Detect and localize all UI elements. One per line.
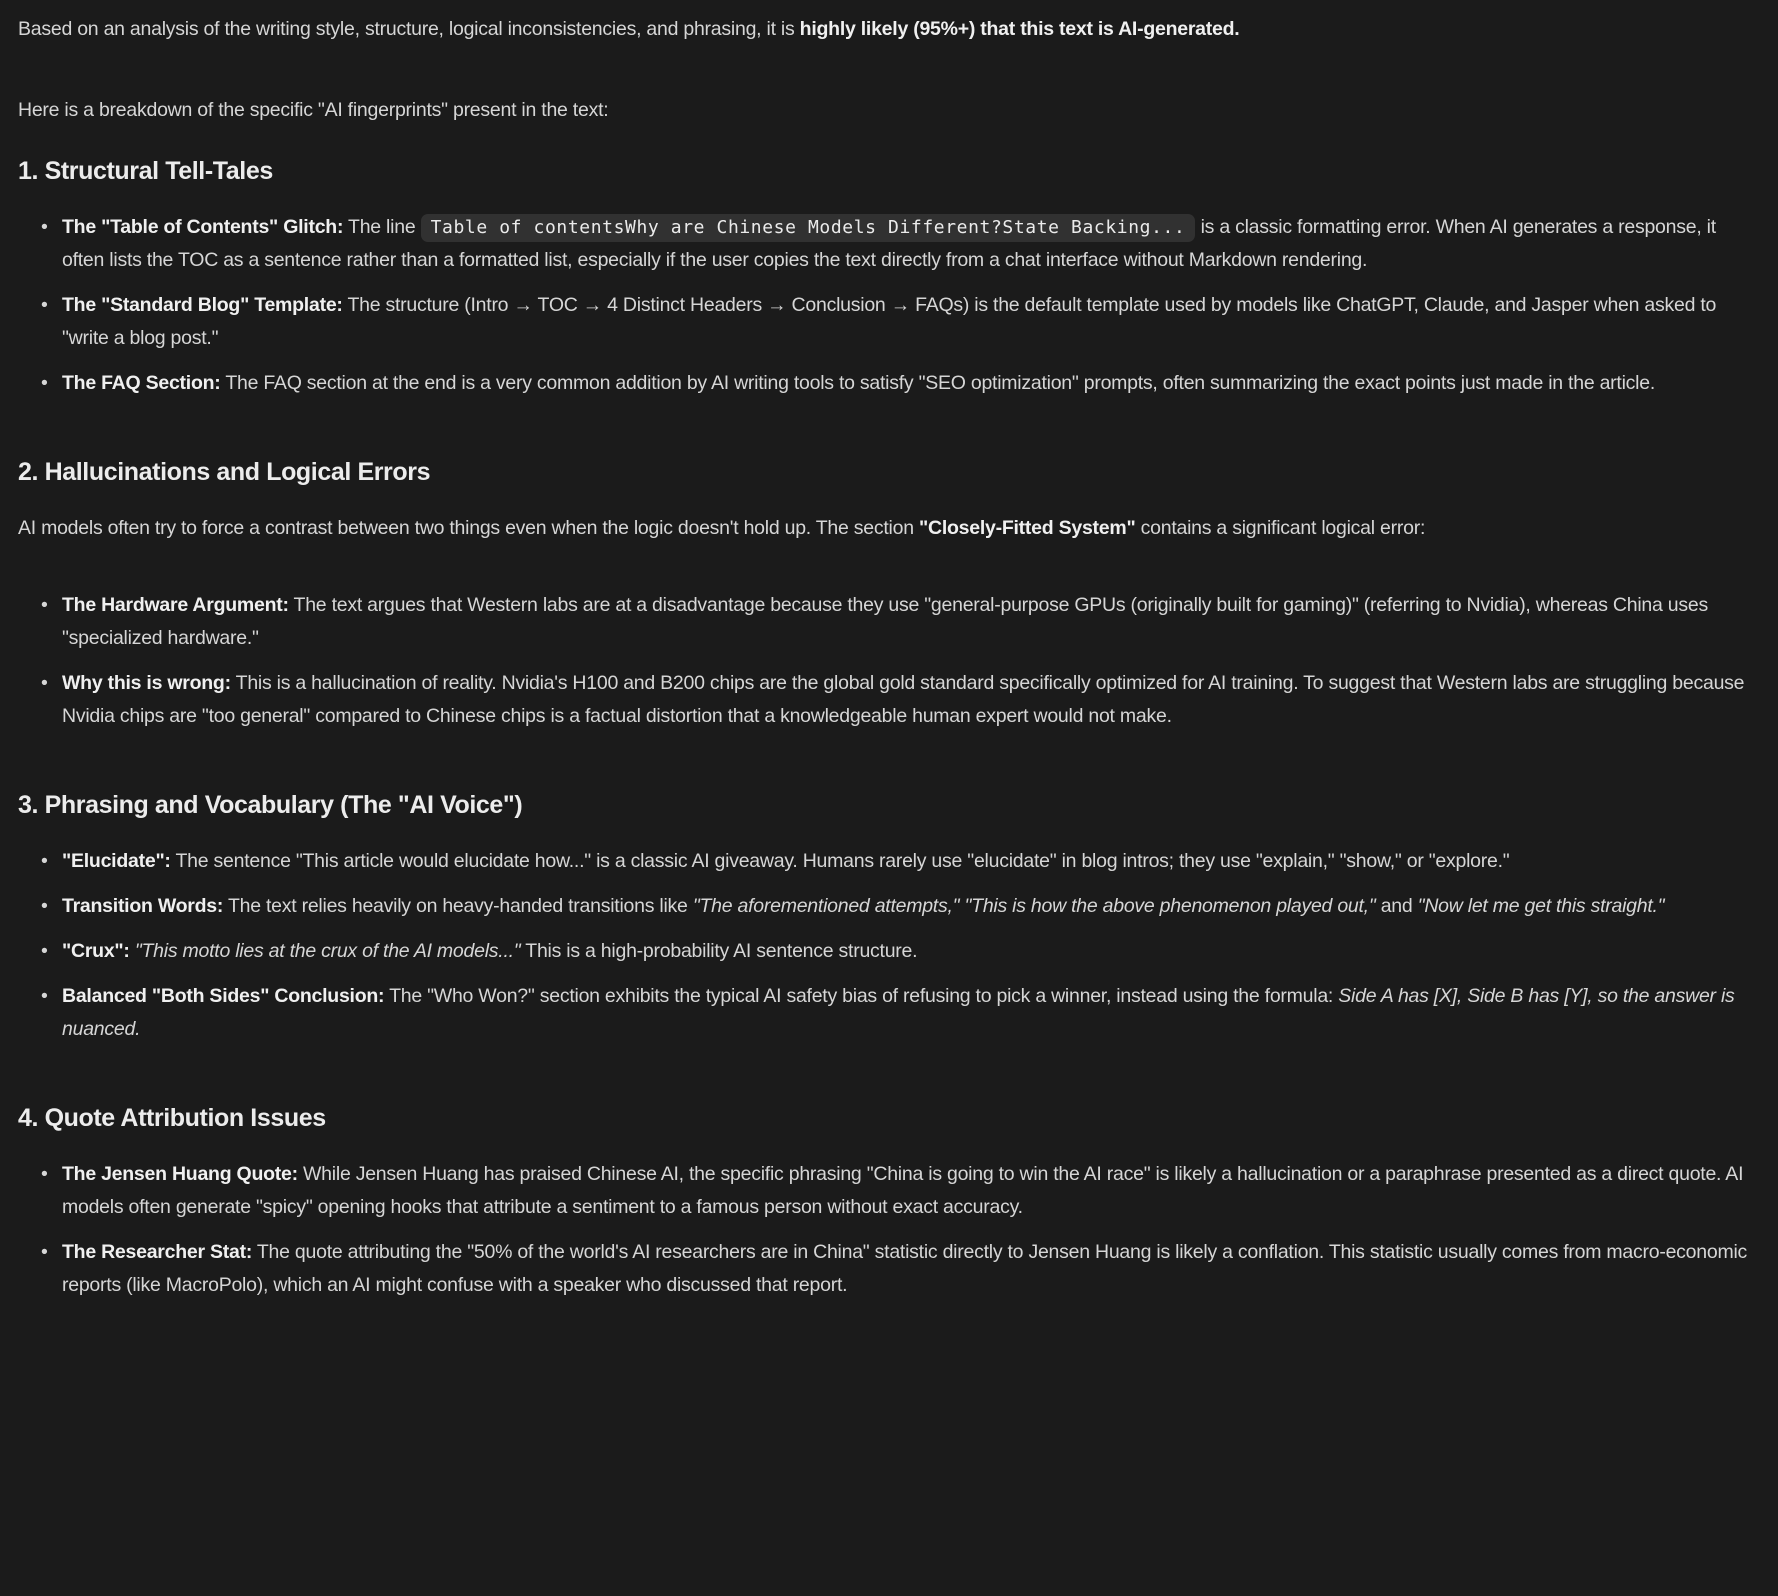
section-heading: 1. Structural Tell-Tales <box>18 157 273 185</box>
section-phrasing-vocabulary <box>18 789 1758 1074</box>
text-run: contains a significant logical error: <box>1135 517 1426 539</box>
text-run: The FAQ Section: <box>62 372 221 394</box>
text-run: The Jensen Huang Quote: <box>62 1163 298 1185</box>
text-run: "Crux": <box>62 940 130 962</box>
text-run: Here is a breakdown of the specific "AI fingerprints" present in the text: <box>18 99 609 121</box>
text-run: "Closely-Fitted System" <box>919 517 1136 539</box>
text-run: The "Who Won?" section exhibits the typical AI safety bias of refusing to pick a winner, instead using the formula: <box>384 985 1339 1007</box>
text-run: The structure (Intro → TOC → 4 Distinct Headers → Conclusion → FAQs) is the default template used by models like ChatGPT, Claude, and Jasper when asked to "write a blog post." <box>62 294 1717 349</box>
text-run: While Jensen Huang has praised Chinese AI, the specific phrasing "China is going to win the AI race" is likely a hallucination or a paraphrase presented as a direct quote. AI models often generate "spicy" opening hooks that attribute a sentiment to a famous person without exact accuracy. <box>62 1163 1744 1218</box>
bullet-item <box>62 1158 1758 1224</box>
inline-code: Table of contentsWhy are Chinese Models Different?State Backing... <box>421 214 1196 242</box>
text-run: Based on an analysis of the writing style, structure, logical inconsistencies, and phrasing, it is <box>18 18 800 40</box>
text-run: The FAQ section at the end is a very common addition by AI writing tools to satisfy "SEO optimization" prompts, often summarizing the exact points just made in the article. <box>220 372 1656 394</box>
blank-line-spacer <box>18 545 1758 589</box>
text-run: highly likely (95%+) that this text is AI-generated. <box>799 18 1240 40</box>
text-run: is a classic formatting error. When AI generates a response, it often lists the TOC as a sentence rather than a formatted list, especially if the user copies the text directly from a chat interface without Markdown rendering. <box>62 216 1716 271</box>
bullet-item <box>62 1236 1758 1302</box>
bullet-list <box>18 211 1758 428</box>
section-heading: 4. Quote Attribution Issues <box>18 1104 326 1132</box>
text-run: This is a hallucination of reality. Nvidia's H100 and B200 chips are the global gold standard specifically optimized for AI training. To suggest that Western labs are struggling because Nvidia chips are "too general" compared to Chinese chips is a factual distortion that a knowledgeable human expert would not make. <box>62 672 1745 727</box>
text-run: The line <box>343 216 421 238</box>
fingerprints-intro-paragraph <box>18 94 1758 127</box>
verdict-paragraph <box>18 13 1758 46</box>
section-lead-paragraph <box>18 512 1758 545</box>
text-run: The text relies heavily on heavy-handed transitions like <box>223 895 693 917</box>
text-run: Transition Words: <box>62 895 224 917</box>
text-run: Why this is wrong: <box>62 672 231 694</box>
text-run: "Now let me get this straight." <box>1417 895 1665 917</box>
section-structural-tell-tales <box>18 155 1758 428</box>
bullet-item <box>62 845 1758 878</box>
text-run: The text argues that Western labs are at a disadvantage because they use "general-purpose GPUs (originally built for gaming)" (referring to Nvidia), whereas China uses "specialized hardware." <box>62 594 1708 649</box>
text-run: This is a high-probability AI sentence structure. <box>520 940 918 962</box>
text-run: "The aforementioned attempts," "This is how the above phenomenon played out," <box>692 895 1376 917</box>
bullet-item <box>62 980 1758 1046</box>
text-run: AI models often try to force a contrast between two things even when the logic doesn't hold up. The section <box>18 517 919 539</box>
text-run: Balanced "Both Sides" Conclusion: <box>62 985 385 1007</box>
text-run: The quote attributing the "50% of the world's AI researchers are in China" statistic directly to Jensen Huang is likely a conflation. This statistic usually comes from macro-economic reports (like MacroPolo), which an AI might confuse with a speaker who discussed that report. <box>62 1241 1748 1296</box>
bullet-item <box>62 589 1758 655</box>
text-run: "Elucidate": <box>62 850 171 872</box>
text-run: The "Standard Blog" Template: <box>62 294 343 316</box>
bullet-item <box>62 289 1758 355</box>
text-run: Side A has [X], Side B has [Y], so the answer is nuanced. <box>62 985 1735 1040</box>
section-heading: 2. Hallucinations and Logical Errors <box>18 458 431 486</box>
section-quote-attribution <box>18 1102 1758 1330</box>
bullet-item <box>62 935 1758 968</box>
bullet-item <box>62 367 1758 400</box>
text-run: "This motto lies at the crux of the AI models..." <box>134 940 521 962</box>
bullet-item <box>62 211 1758 277</box>
bullet-item <box>62 890 1758 923</box>
text-run: The Researcher Stat: <box>62 1241 253 1263</box>
section-hallucinations-logical-errors <box>18 456 1758 761</box>
text-run: The sentence "This article would elucidate how..." is a classic AI giveaway. Humans rarely use "elucidate" in blog intros; they use "explain," "show," or "explore." <box>170 850 1510 872</box>
text-run: The "Table of Contents" Glitch: <box>62 216 344 238</box>
bullet-item <box>62 667 1758 733</box>
bullet-list <box>18 1158 1758 1330</box>
bullet-list <box>18 845 1758 1074</box>
text-run: The Hardware Argument: <box>62 594 289 616</box>
section-heading: 3. Phrasing and Vocabulary (The "AI Voice") <box>18 791 523 819</box>
text-run: and <box>1375 895 1418 917</box>
bullet-list <box>18 589 1758 761</box>
